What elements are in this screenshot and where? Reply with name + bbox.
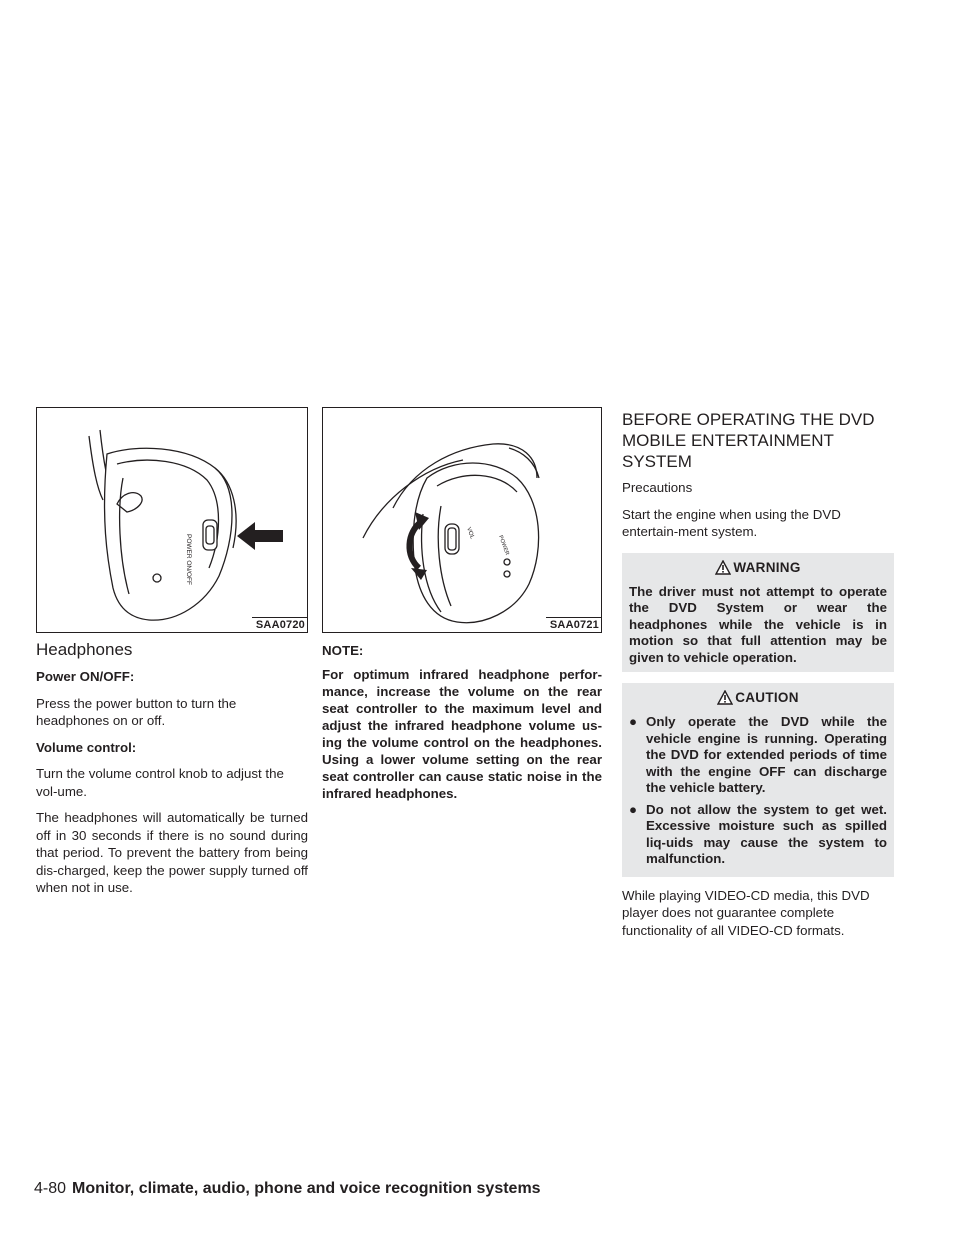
warning-triangle-icon — [715, 560, 731, 580]
page-number: 4-80 — [34, 1180, 67, 1197]
vol-label-text: VOL — [465, 526, 475, 540]
power-label-text: POWER — [497, 534, 510, 557]
warning-box — [622, 553, 894, 673]
headphone-volume-illustration — [323, 408, 602, 633]
caution-title — [629, 689, 887, 710]
figure-code: SAA0721 — [549, 619, 599, 631]
warning-label: WARNING — [733, 559, 801, 575]
bullet-icon: ● — [629, 801, 638, 817]
caution-item — [629, 802, 887, 868]
figure-code: SAA0720 — [255, 619, 305, 631]
caution-item-text: Only operate the DVD while the vehicle engine is running. Operating the DVD for extended periods of time with the engine OFF can discharge the vehicle battery. — [646, 714, 887, 795]
caution-item — [629, 714, 887, 797]
start-engine-text: Start the engine when using the DVD entertain-ment system. — [622, 506, 841, 539]
caution-box — [622, 683, 894, 877]
section-title: Headphones — [36, 640, 133, 659]
headphone-power-illustration — [37, 408, 308, 633]
warning-triangle-icon — [717, 690, 733, 710]
section-title-line2: MOBILE ENTERTAINMENT SYSTEM — [622, 431, 834, 471]
power-label-text: POWER ON/OFF — [185, 534, 192, 585]
volume-text: Turn the volume control knob to adjust the vol-ume. — [36, 766, 284, 799]
warning-title — [629, 559, 887, 580]
auto-off-text: The headphones will automatically be turned off in 30 seconds if there is no sound during that period. To prevent the battery from being dis-charged, keep the power supply turned off when not in use. — [36, 810, 308, 895]
caution-label: CAUTION — [735, 690, 799, 705]
power-text: Press the power button to turn the headphones on or off. — [36, 695, 237, 728]
precautions-subheading: Precautions — [622, 480, 693, 495]
section-title-line1: BEFORE OPERATING THE DVD — [622, 410, 875, 429]
video-cd-text: While playing VIDEO-CD media, this DVD player does not guarantee complete functionality of all VIDEO-CD formats. — [622, 887, 870, 938]
bullet-icon: ● — [629, 714, 638, 729]
before-operating-section — [622, 409, 894, 948]
note-heading: NOTE: — [322, 643, 364, 658]
figure-headphone-volume — [322, 407, 602, 633]
chapter-title: Monitor, climate, audio, phone and voice recognition systems — [72, 1180, 541, 1197]
power-heading: Power ON/OFF: — [36, 669, 135, 684]
volume-heading: Volume control: — [36, 739, 137, 755]
page-footer — [34, 1179, 541, 1199]
arrow-icon — [237, 522, 283, 550]
note-section — [322, 642, 602, 811]
headphones-section — [36, 640, 308, 906]
warning-text: The driver must not attempt to operate the DVD System or wear the headphones while the vehicle is in motion so that full attention may be given to vehicle operation. — [629, 583, 887, 665]
figure-headphone-power — [36, 407, 308, 633]
note-text: For optimum infrared headphone perfor-mance, increase the volume on the rear seat controller to the maximum level and adjust the infrared headphone volume us-ing the volume control on the headphones. Using a lower volume setting on the rear seat controller can cause static noise in the infrared headphones. — [322, 666, 602, 801]
caution-item-text: Do not allow the system to get wet. Excessive moisture such as spilled liq-uids may cause the system to malfunction. — [646, 801, 887, 866]
